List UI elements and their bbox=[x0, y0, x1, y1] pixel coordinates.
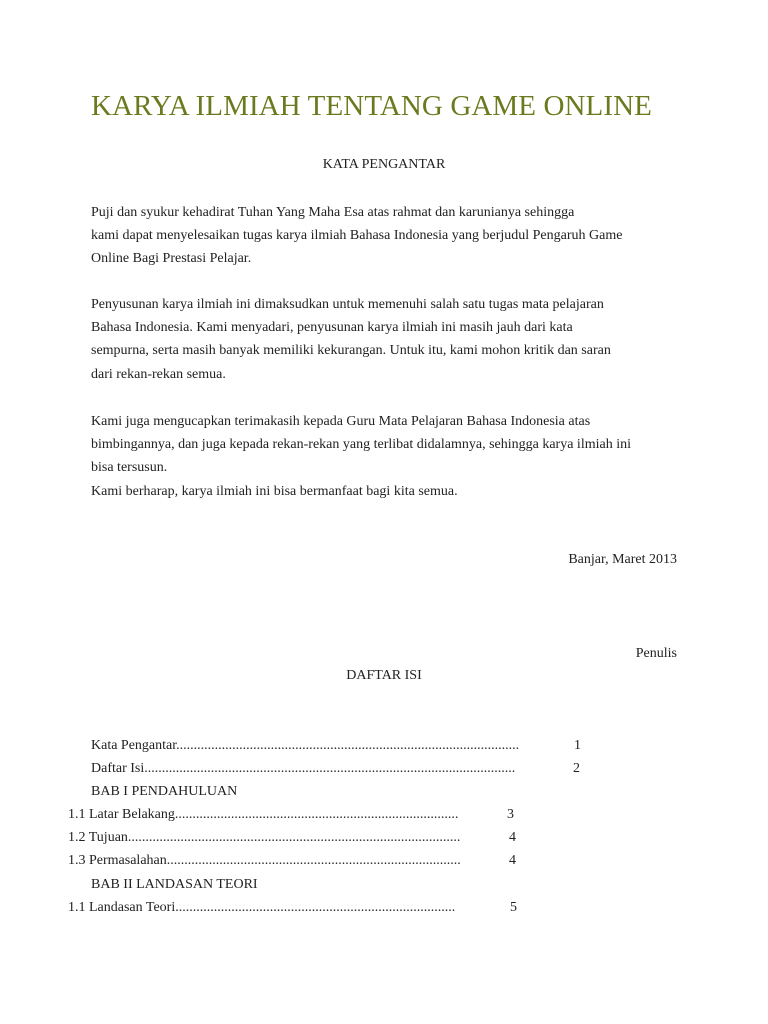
text-line: Puji dan syukur kehadirat Tuhan Yang Maha Esa atas rahmat dan karunianya sehingga bbox=[91, 205, 575, 220]
toc-entry-label: Kata Pengantar.................................................................................................. bbox=[91, 738, 520, 753]
toc-heading: DAFTAR ISI bbox=[346, 668, 422, 683]
author-signature: Penulis bbox=[635, 646, 677, 661]
toc-entry-page: 1 bbox=[574, 738, 581, 753]
place-date: Banjar, Maret 2013 bbox=[568, 552, 677, 567]
document-title: KARYA ILMIAH TENTANG GAME ONLINE bbox=[91, 90, 652, 122]
toc-entry-label: 1.1 Landasan Teori................................................................................ bbox=[68, 900, 456, 915]
text-line: bisa tersusun. bbox=[91, 460, 168, 476]
toc-entry-page: 4 bbox=[509, 853, 516, 868]
text-line: dari rekan-rekan semua. bbox=[91, 366, 226, 382]
toc-entry-label: 1.3 Permasalahan.................................................................................... bbox=[68, 853, 461, 868]
toc-chapter-heading: BAB I PENDAHULUAN bbox=[91, 784, 238, 799]
toc-entry-page: 5 bbox=[510, 900, 517, 915]
toc-entry-label: Daftar Isi.......................................................................................................... bbox=[91, 761, 516, 776]
text-line: Online Bagi Prestasi Pelajar. bbox=[91, 251, 252, 267]
toc-entry-page: 2 bbox=[573, 761, 580, 776]
toc-entry-label: 1.1 Latar Belakang................................................................................. bbox=[68, 807, 459, 822]
text-line: Kami berharap, karya ilmiah ini bisa bermanfaat bagi kita semua. bbox=[91, 483, 458, 499]
text-line: kami dapat menyelesaikan tugas karya ilmiah Bahasa Indonesia yang berjudul Pengaruh Game bbox=[91, 228, 623, 244]
text-line: Penyusunan karya ilmiah ini dimaksudkan untuk memenuhi salah satu tugas mata pelajaran bbox=[91, 297, 604, 312]
preface-paragraph-2 bbox=[91, 293, 691, 386]
text-line: Kami juga mengucapkan terimakasih kepada Guru Mata Pelajaran Bahasa Indonesia atas bbox=[91, 414, 591, 429]
toc-entry-page: 3 bbox=[507, 807, 514, 822]
toc-chapter-heading: BAB II LANDASAN TEORI bbox=[91, 877, 258, 892]
preface-heading: KATA PENGANTAR bbox=[322, 157, 446, 172]
toc-entry-label: 1.2 Tujuan............................................................................................... bbox=[68, 830, 461, 845]
preface-paragraph-3 bbox=[91, 410, 691, 503]
text-line: Bahasa Indonesia. Kami menyadari, penyusunan karya ilmiah ini masih jauh dari kata bbox=[91, 320, 573, 336]
text-line: sempurna, serta masih banyak memiliki kekurangan. Untuk itu, kami mohon kritik dan saran bbox=[91, 343, 611, 359]
preface-paragraph-1 bbox=[91, 201, 691, 271]
toc-entry-page: 4 bbox=[509, 830, 516, 845]
text-line: bimbingannya, dan juga kepada rekan-rekan yang terlibat didalamnya, sehingga karya ilmiah ini bbox=[91, 437, 631, 453]
